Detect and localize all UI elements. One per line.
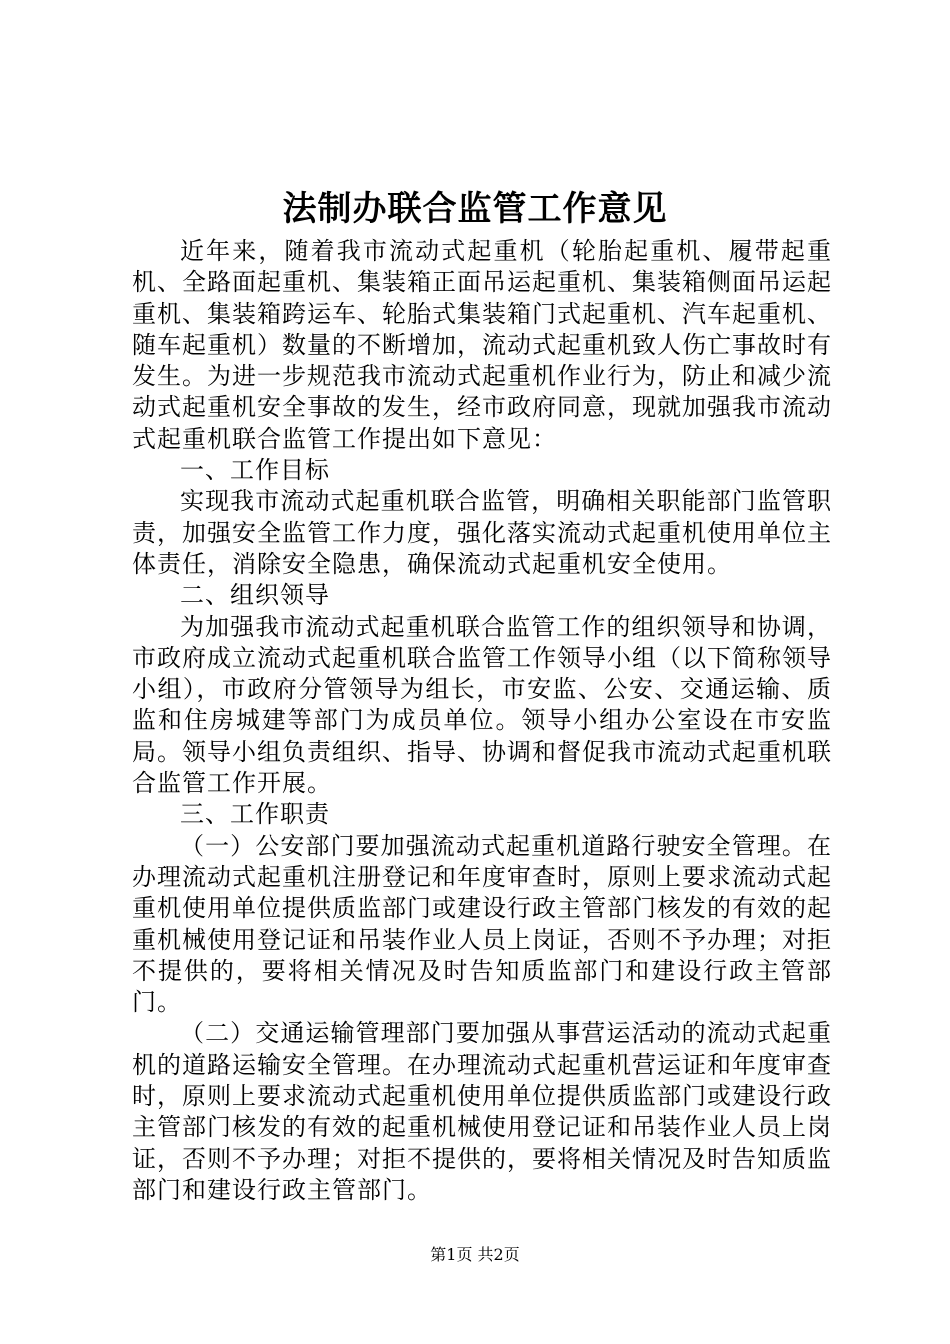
- organization-paragraph: 为加强我市流动式起重机联合监管工作的组织领导和协调，市政府成立流动式起重机联合监管工作领导小组（以下简称领导小组），市政府分管领导为组长，市安监、公安、交通运输、质监和住房城建等部门为成员单位。领导小组办公室设在市安监局。领导小组负责组织、指导、协调和督促我市流动式起重机联合监管工作开展。: [132, 612, 832, 798]
- document-body: [132, 236, 832, 1206]
- section-heading-organization: 二、组织领导: [180, 581, 330, 610]
- intro-paragraph: 近年来，随着我市流动式起重机（轮胎起重机、履带起重机、全路面起重机、集装箱正面吊运起重机、集装箱侧面吊运起重机、集装箱跨运车、轮胎式集装箱门式起重机、汽车起重机、随车起重机）数量的不断增加，流动式起重机致人伤亡事故时有发生。为进一步规范我市流动式起重机作业行为，防止和减少流动式起重机安全事故的发生，经市政府同意，现就加强我市流动式起重机联合监管工作提出如下意见：: [132, 237, 832, 453]
- goals-paragraph: 实现我市流动式起重机联合监管，明确相关职能部门监管职责，加强安全监管工作力度，强化落实流动式起重机使用单位主体责任，消除安全隐患，确保流动式起重机安全使用。: [132, 487, 832, 578]
- duty-transport-paragraph: （二）交通运输管理部门要加强从事营运活动的流动式起重机的道路运输安全管理。在办理流动式起重机营运证和年度审查时，原则上要求流动式起重机使用单位提供质监部门或建设行政主管部门核发的有效的起重机械使用登记证和吊装作业人员上岗证，否则不予办理；对拒不提供的，要将相关情况及时告知质监部门和建设行政主管部门。: [132, 1019, 832, 1204]
- section-heading-duties: 三、工作职责: [180, 800, 330, 829]
- document-title: 法制办联合监管工作意见: [282, 189, 668, 229]
- duty-police-paragraph: （一）公安部门要加强流动式起重机道路行驶安全管理。在办理流动式起重机注册登记和年度审查时，原则上要求流动式起重机使用单位提供质监部门或建设行政主管部门核发的有效的起重机械使用登记证和吊装作业人员上岗证，否则不予办理；对拒不提供的，要将相关情况及时告知质监部门和建设行政主管部门。: [132, 831, 832, 1017]
- page-footer: 第1页 共2页: [430, 1245, 520, 1264]
- section-heading-goals: 一、工作目标: [180, 456, 330, 485]
